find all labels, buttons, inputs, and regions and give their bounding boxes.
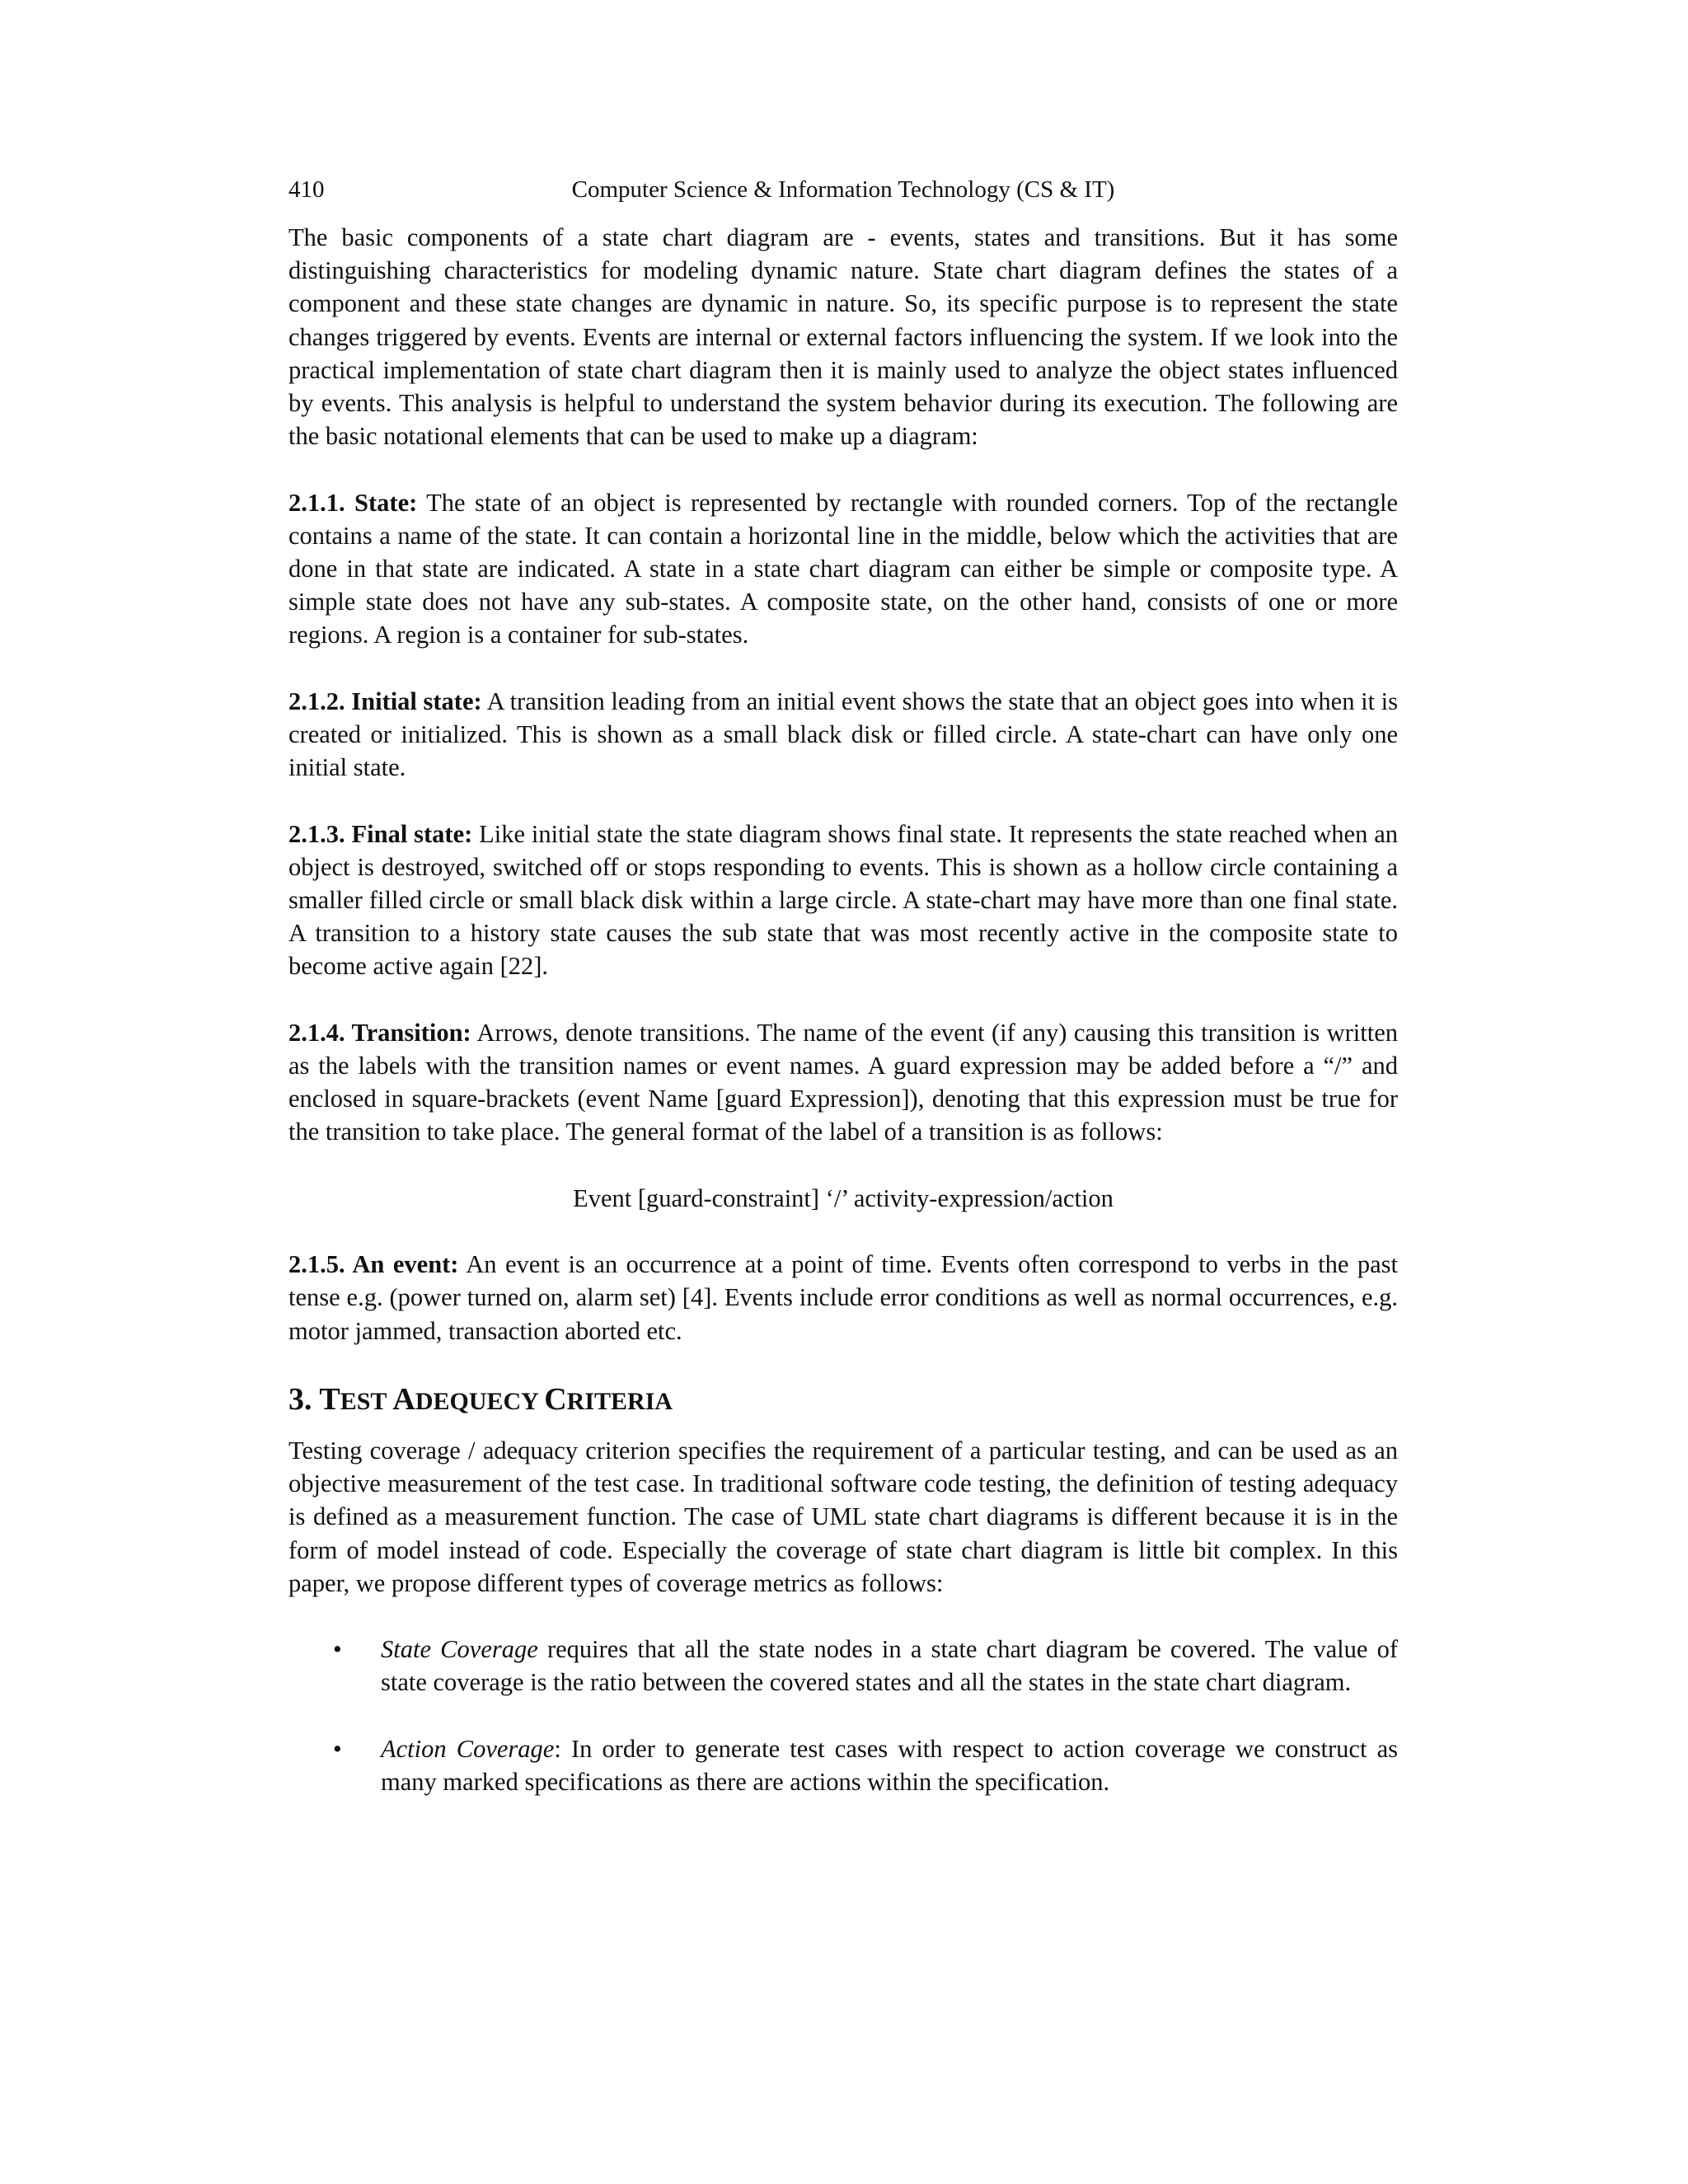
subsection-text: Arrows, denote transitions. The name of the event (if any) causing this transition is written as the labels with the transition names or event names. A guard expression may be added before a “/” and enclosed in square-brackets (event Name [guard Expression]), denoting that this expression must be true for the transition to take place. The general format of the label of a transition is as follows: [288, 1018, 1398, 1146]
bullet-icon: • [333, 1635, 342, 1664]
subsection-label: 2.1.5. An event: [288, 1250, 459, 1279]
subsection-transition [288, 1016, 1398, 1149]
subsection-final-state [288, 818, 1398, 983]
bullet-icon: • [333, 1734, 342, 1763]
subsection-label: 2.1.4. Transition: [288, 1018, 471, 1047]
subsection-label: 2.1.2. Initial state: [288, 687, 482, 715]
heading-initial: A [392, 1382, 415, 1417]
section-number: 3. [288, 1382, 320, 1417]
subsection-state [288, 486, 1398, 652]
subsection-text: An event is an occurrence at a point of time. Events often correspond to verbs in the past tense e.g. (power turned on, alarm set) [4]. Events include error conditions as well as normal occurrences, e.g. motor jammed, transaction aborted etc. [288, 1250, 1398, 1345]
term: Action Coverage [381, 1734, 555, 1763]
journal-name: Computer Science & Information Technology (CS & IT) [571, 176, 1115, 203]
running-header [288, 173, 1398, 206]
subsection-initial-state [288, 685, 1398, 785]
body-text [288, 221, 1398, 1831]
subsection-event [288, 1248, 1398, 1347]
page-number: 410 [288, 176, 325, 203]
subsection-text: Like initial state the state diagram shows final state. It represents the state reached when an object is destroyed, switched off or stops responding to events. This is shown as a hollow circle containing a smaller filled circle or small black disk within a large circle. A state-chart may have more than one final state. A transition to a history state causes the sub state that was most recently active in the composite state to become active again [22]. [288, 819, 1399, 981]
heading-rest: DEQUECY [415, 1388, 545, 1415]
heading-initial: C [544, 1382, 567, 1417]
definition: requires that all the state nodes in a state chart diagram be covered. The value of state coverage is the ratio between the covered states and all the states in the state chart diagram. [381, 1635, 1398, 1697]
transition-format-line: Event [guard-constraint] ‘/’ activity-expression/action [573, 1183, 1114, 1212]
term: State Coverage [381, 1635, 538, 1664]
definition: : In order to generate test cases with respect to action coverage we construct as many marked specifications as there are actions within the specification. [381, 1734, 1398, 1796]
subsection-label: 2.1.1. State: [288, 488, 418, 517]
section-3-paragraph: Testing coverage / adequacy criterion specifies the requirement of a particular testing, and can be used as an objective measurement of the test case. In traditional software code testing, the definition of testing adequacy is defined as a measurement function. The case of UML state chart diagrams is different because it is in the form of model instead of code. Especially the coverage of state chart diagram is little bit complex. In this paper, we propose different types of coverage metrics as follows: [288, 1436, 1398, 1597]
section-3-heading [288, 1380, 1398, 1421]
heading-initial: T [319, 1382, 340, 1417]
subsection-text: The state of an object is represented by rectangle with rounded corners. Top of the rectangle contains a name of the state. It can contain a horizontal line in the middle, below which the activities that are done in that state are indicated. A state in a state chart diagram can either be simple or composite type. A simple state does not have any sub-states. A composite state, on the other hand, consists of one or more regions. A region is a container for sub-states. [288, 488, 1398, 649]
list-item-action-coverage [288, 1732, 1398, 1798]
subsection-text: A transition leading from an initial event shows the state that an object goes into when it is created or initialized. This is shown as a small black disk or filled circle. A state-chart can have only one initial state. [288, 687, 1399, 782]
coverage-list [288, 1633, 1398, 1798]
subsection-label: 2.1.3. Final state: [288, 819, 473, 848]
list-item-state-coverage [288, 1633, 1398, 1699]
heading-rest: RITERIA [566, 1388, 673, 1415]
intro-paragraph: The basic components of a state chart diagram are - events, states and transitions. But it has some distinguishing characteristics for modeling dynamic nature. State chart diagram defines the states of a component and these state changes are dynamic in nature. So, its specific purpose is to represent the state changes triggered by events. Events are internal or external factors influencing the system. If we look into the practical implementation of state chart diagram then it is mainly used to analyze the object states influenced by events. This analysis is helpful to understand the system behavior during its execution. The following are the basic notational elements that can be used to make up a diagram: [288, 223, 1398, 451]
heading-rest: EST [340, 1388, 393, 1415]
